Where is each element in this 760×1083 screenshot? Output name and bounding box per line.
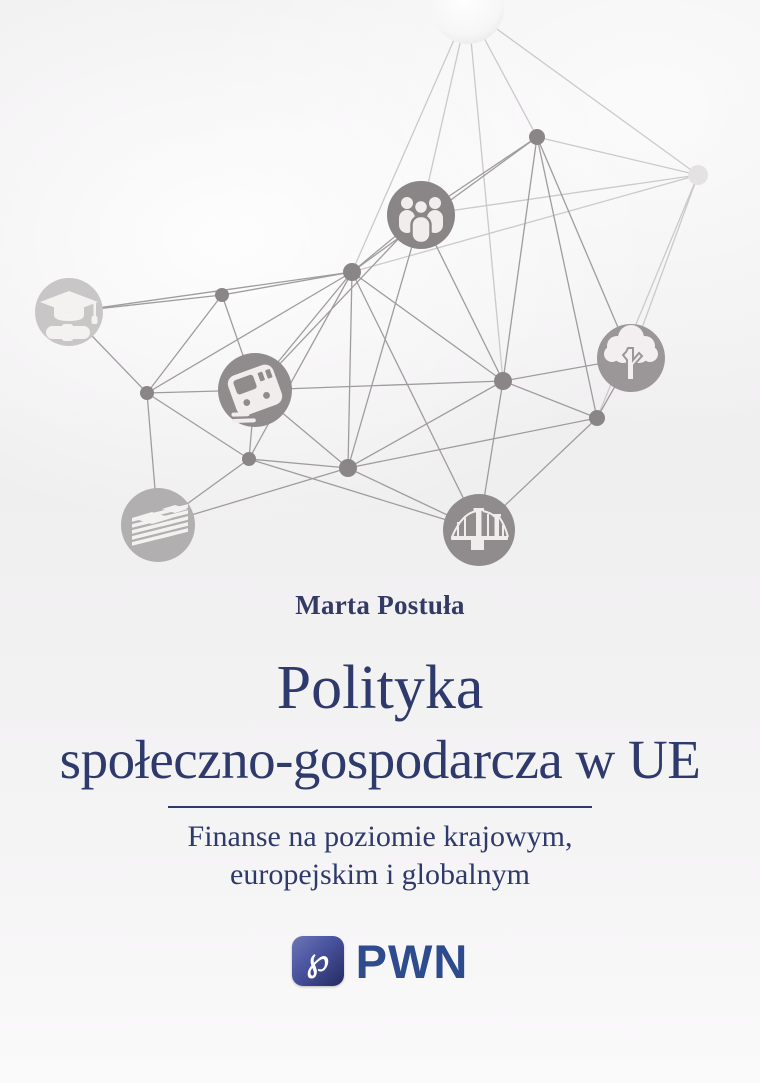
- publisher-logo: [0, 936, 760, 986]
- bridge-icon: [443, 494, 515, 566]
- subtitle-line-1: Finanse na poziomie krajowym,: [187, 820, 573, 853]
- author-name: Marta Postuła: [295, 590, 465, 620]
- pwn-logo-mark-icon: [292, 936, 344, 986]
- book-title-line-2: społeczno-gospodarcza w UE: [59, 729, 701, 790]
- people-icon: [387, 181, 455, 249]
- subtitle-line-2: europejskim i globalnym: [230, 858, 530, 891]
- graduation-cap-icon: [35, 278, 103, 346]
- tree-icon: [597, 324, 665, 392]
- pwn-logo-glyph: ℘: [305, 940, 330, 980]
- title-divider-rule: [168, 806, 592, 808]
- white-ball-node: [432, 0, 504, 44]
- money-stacks-icon: [121, 488, 195, 562]
- publisher-name: PWN: [355, 934, 469, 988]
- train-icon: [217, 353, 292, 430]
- network-nodes: [140, 129, 605, 477]
- light-node: [688, 165, 708, 185]
- book-title-line-1: Polityka: [276, 654, 484, 722]
